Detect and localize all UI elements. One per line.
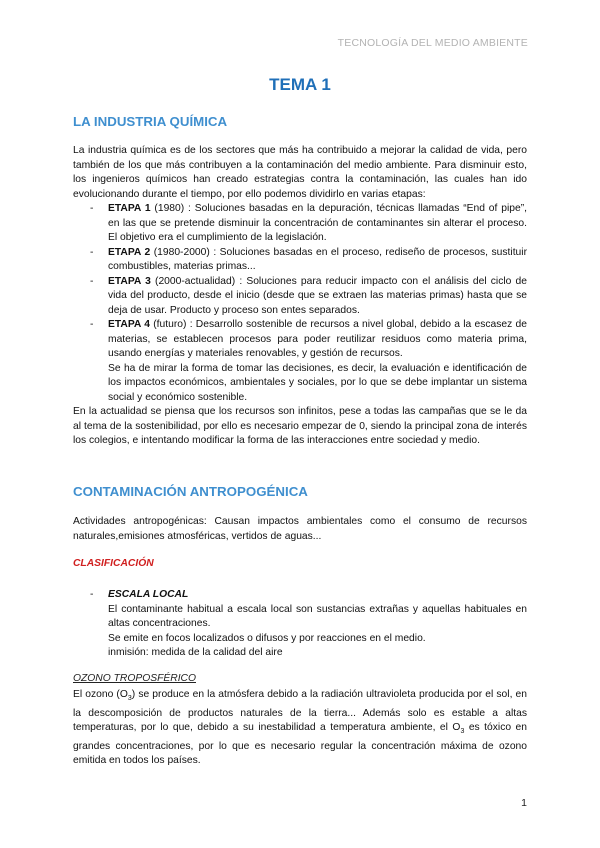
page-title: TEMA 1 [269, 75, 331, 94]
stage-label: ETAPA 3 [108, 275, 151, 287]
dash-bullet: - [90, 246, 94, 258]
local-line-1: El contaminante habitual a escala local son sustancias extrañas y aquellas habituales en altas concentraciones. [108, 603, 527, 629]
dash-bullet: - [90, 203, 94, 214]
ozone-subscript: 3 [460, 728, 465, 736]
list-item [73, 246, 527, 275]
stage-text: (futuro) : Desarrollo sostenible de recursos a nivel global, debido a la escasez de materias, se establecen procesos para poder reutilizar residuos como materia prima, usando energías y materiales renovables, y gestión de recursos. [108, 319, 528, 359]
page-number: 1 [521, 797, 527, 809]
ozone-text-c: es tóxico en grandes concentraciones, por lo que es necesario regular la concentración máxima de ozono emitida en todos los países. [73, 722, 527, 767]
stage-text: (1980-2000) : Soluciones basadas en el proceso, rediseño de procesos, sustituir combustibles, materias primas... [108, 246, 527, 272]
local-scale-text [90, 603, 527, 661]
list-item [73, 275, 527, 319]
stage-label: ETAPA 1 [108, 203, 151, 214]
ozone-heading: OZONO TROPOSFÉRICO [73, 673, 196, 684]
section-heading-industria: LA INDUSTRIA QUÍMICA [73, 114, 228, 129]
anthropogenic-intro: Actividades antropogénicas: Causan impactos ambientales como el consumo de recursos naturales,emisiones atmosféricas, vertidos de aguas... [73, 516, 527, 542]
dash-bullet: - [90, 589, 94, 600]
closing-paragraph: En la actualidad se piensa que los recursos son infinitos, pese a todas las campañas que se le da al tema de la sostenibilidad, por ello es necesario empezar de 0, siendo la principal zona de interés los colegios, e intentando modificar la forma de las interacciones entre sociedad y medio. [73, 406, 527, 446]
classification-label: CLASIFICACIÓN [73, 558, 154, 569]
ozone-text-a: El ozono (O [73, 689, 128, 700]
list-item [73, 318, 527, 405]
stage-text: (1980) : Soluciones basadas en la depuración, técnicas llamadas “End of pipe”, en las que se pretende disminuir la concentración de contaminantes sin alterar el proceso. El objetivo era el cumplimiento de la legislación. [108, 203, 527, 243]
intro-paragraph: La industria química es de los sectores que más ha contribuido a mejorar la calidad de vida, pero también de los que más contribuyen a la contaminación del medio ambiente. Para disminuir esto, los ingenieros químicos han creado estrategias contra la contaminación, las cuales han ido evolucionando durante el tiempo, por ello podemos dividirlo en varias etapas: [73, 145, 527, 200]
stage-label: ETAPA 4 [108, 319, 150, 330]
running-header: TECNOLOGÍA DEL MEDIO AMBIENTE [337, 37, 528, 49]
ozone-text-b: ) se produce en la atmósfera debido a la radiación ultravioleta producida por el sol, en la descomposición de productos naturales de la tierra... Además solo es estable a altas temperaturas, por lo que, debido a su inestabilidad a temperatura ambiente, el O [73, 689, 527, 734]
ozone-subscript: 3 [127, 695, 132, 703]
local-line-2: Se emite en focos localizados o difusos y por reacciones en el medio. [108, 632, 426, 644]
stages-list [73, 202, 527, 405]
list-item [73, 202, 527, 246]
ozone-paragraph [73, 688, 527, 769]
local-scale-block [90, 588, 527, 661]
section-heading-contaminacion: CONTAMINACIÓN ANTROPOGÉNICA [73, 484, 308, 499]
stage-text: (2000-actualidad) : Soluciones para reducir impacto con el análisis del ciclo de vida del producto, desde el inicio (desde que se extraen las materias primas) hasta que se deja de usar. Producto y proceso son entes separados. [108, 275, 527, 316]
section-industria-body [73, 144, 527, 449]
dash-bullet: - [90, 275, 94, 287]
stage-extra-text: Se ha de mirar la forma de tomar las decisiones, es decir, la evaluación e identificación de los impactos económicos, ambientales y sociales, por lo que se debe implantar un sistema social y económico sostenible. [108, 362, 527, 403]
stage-label: ETAPA 2 [108, 246, 151, 258]
local-line-3: inmisión: medida de la calidad del aire [108, 647, 283, 658]
local-scale-heading: ESCALA LOCAL [108, 589, 189, 600]
dash-bullet: - [90, 319, 94, 330]
